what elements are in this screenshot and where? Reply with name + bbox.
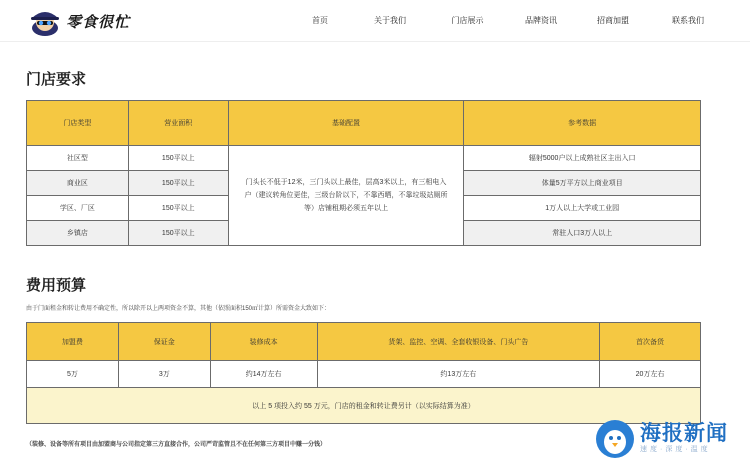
nav-item-about[interactable]: 关于我们 <box>374 16 406 25</box>
table-row <box>27 146 701 171</box>
reference-cell: 体量5万平方以上商业项目 <box>464 171 701 196</box>
reference-cell: 1万人以上大学或工业园 <box>464 196 701 221</box>
column-header: 参考数据 <box>464 101 701 146</box>
fee-value-cell: 3万 <box>118 361 210 388</box>
penguin-icon <box>596 420 634 458</box>
budget-table <box>26 322 701 424</box>
nav-item-franchise[interactable]: 招商加盟 <box>597 16 629 25</box>
watermark-subtitle: 速度·深度·温度 <box>640 446 711 453</box>
store-type-cell: 乡镇店 <box>27 221 129 246</box>
store-requirements-title: 门店要求 <box>26 71 87 88</box>
fee-value-cell: 5万 <box>27 361 119 388</box>
column-header: 首次备货 <box>600 323 701 361</box>
store-type-cell: 商业区 <box>27 171 129 196</box>
column-header: 加盟费 <box>27 323 119 361</box>
nav-item-contact[interactable]: 联系我们 <box>672 16 704 25</box>
fee-value-cell: 约13万左右 <box>317 361 600 388</box>
nav-item-news[interactable]: 品牌资讯 <box>525 16 557 25</box>
brand-logo[interactable] <box>28 5 130 37</box>
table-row <box>27 361 701 388</box>
area-cell: 150平以上 <box>128 221 228 246</box>
column-header: 货架、监控、空调、全套收银设备、门头广告 <box>317 323 600 361</box>
area-cell: 150平以上 <box>128 196 228 221</box>
base-config-cell: 门头长不低于12米，三门头以上最佳，层高3米以上，有三相电入户（建议转角位更佳，三级台阶以下，不靠西晒，不靠垃圾站厕所等）店铺租期必须五年以上 <box>228 146 464 246</box>
brand-name: 零食很忙 <box>66 13 131 31</box>
watermark-text <box>640 423 728 455</box>
nav-item-stores[interactable]: 门店展示 <box>451 16 484 25</box>
reference-cell: 辐射5000户以上成熟社区主出入口 <box>464 146 701 171</box>
store-requirements-table <box>26 100 701 246</box>
fee-value-cell: 20万左右 <box>600 361 701 388</box>
total-summary-cell: 以上 5 项投入约 55 万元，门店的租金和转让费另计（以实际结算为准） <box>27 388 701 424</box>
budget-footnote: （装修、设备等所有项目由加盟商与公司指定第三方直接合作，公司严苛监管且不在任何第三方项目中赚一分钱） <box>26 442 327 448</box>
main-nav <box>290 0 727 42</box>
fee-value-cell: 约14万左右 <box>210 361 317 388</box>
column-header: 门店类型 <box>27 101 129 146</box>
watermark-title: 海报新闻 <box>640 422 728 445</box>
table-header-row <box>27 323 701 361</box>
table-header-row <box>27 101 701 146</box>
watermark-logo <box>596 416 750 462</box>
reference-cell: 常驻人口3万人以上 <box>464 221 701 246</box>
column-header: 营业面积 <box>128 101 228 146</box>
column-header: 保证金 <box>118 323 210 361</box>
mascot-icon <box>28 6 62 36</box>
budget-note: 由于门面租金和转让费用不确定性，所以除开以上两项资金不算，其他（依照面积150㎡计算）所需资金大致如下： <box>26 306 331 312</box>
store-type-cell: 社区型 <box>27 146 129 171</box>
site-header <box>0 0 750 42</box>
column-header: 基础配置 <box>228 101 464 146</box>
area-cell: 150平以上 <box>128 146 228 171</box>
store-type-cell: 学区、厂区 <box>27 196 129 221</box>
column-header: 装修成本 <box>210 323 317 361</box>
nav-item-home[interactable]: 首页 <box>312 16 328 25</box>
budget-title: 费用预算 <box>26 277 87 294</box>
area-cell: 150平以上 <box>128 171 228 196</box>
